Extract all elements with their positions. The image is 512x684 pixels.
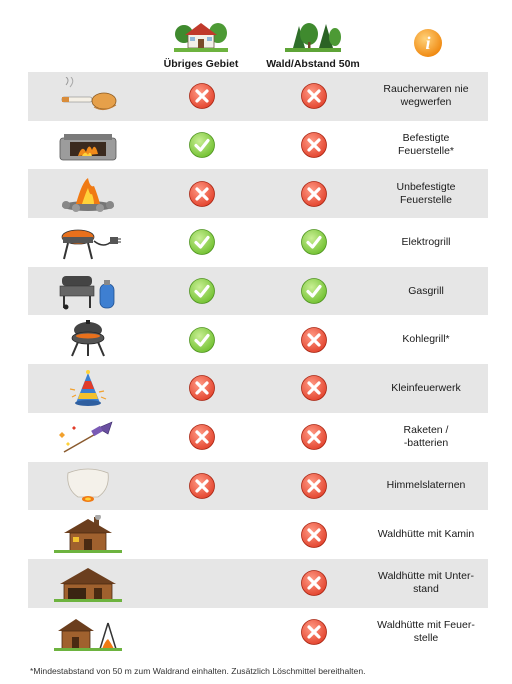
table-row xyxy=(28,510,488,559)
gas-grill-icon xyxy=(54,272,122,310)
table-row xyxy=(28,559,488,608)
svg-text:i: i xyxy=(425,33,431,53)
row-label: Kleinfeuerwerk xyxy=(391,381,461,394)
status-forest xyxy=(284,559,344,608)
row-label: Gasgrill xyxy=(408,284,444,297)
status-other-area xyxy=(172,315,232,364)
cross-icon xyxy=(300,326,328,354)
check-icon xyxy=(300,228,328,256)
row-label: Waldhütte mit Unter- stand xyxy=(378,570,474,596)
status-other-area xyxy=(172,121,232,170)
cross-icon xyxy=(188,374,216,402)
cross-icon xyxy=(300,423,328,451)
status-forest xyxy=(284,218,344,267)
cigarette-icon xyxy=(54,77,122,115)
status-forest xyxy=(284,608,344,657)
check-icon xyxy=(300,277,328,305)
hut-chimney-icon xyxy=(54,515,122,553)
check-icon xyxy=(188,131,216,159)
row-label: Himmelslaternen xyxy=(386,479,466,492)
status-other-area xyxy=(172,462,232,511)
status-forest xyxy=(284,169,344,218)
check-icon xyxy=(188,277,216,305)
cross-icon xyxy=(300,618,328,646)
cross-icon xyxy=(188,472,216,500)
cross-icon xyxy=(188,180,216,208)
table-row xyxy=(28,608,488,657)
status-forest xyxy=(284,510,344,559)
status-other-area xyxy=(172,364,232,413)
status-forest xyxy=(284,72,344,121)
status-other-area xyxy=(172,72,232,121)
table-row xyxy=(28,315,488,364)
hut-fireplace-icon xyxy=(54,613,122,651)
cross-icon xyxy=(188,423,216,451)
table-row xyxy=(28,72,488,121)
row-label: Kohlegrill* xyxy=(402,333,450,346)
status-other-area xyxy=(172,559,232,608)
row-label: Elektrogrill xyxy=(401,235,451,248)
status-forest xyxy=(284,413,344,462)
table-row xyxy=(28,218,488,267)
row-label: Befestigte Feuerstelle* xyxy=(397,132,455,158)
column-header-label: Wald/Abstand 50m xyxy=(266,58,360,70)
status-other-area xyxy=(172,169,232,218)
cross-icon xyxy=(300,82,328,110)
status-forest xyxy=(284,315,344,364)
check-icon xyxy=(188,228,216,256)
village-house-icon xyxy=(174,20,228,52)
row-label: Waldhütte mit Kamin xyxy=(377,528,475,541)
footnote: *Mindestabstand von 50 m zum Waldrand einhalten. Zusätzlich Löschmittel bereithalten. xyxy=(30,666,366,676)
table-header xyxy=(0,0,512,72)
row-label: Waldhütte mit Feuer- stelle xyxy=(377,618,475,644)
status-forest xyxy=(284,364,344,413)
electric-grill-icon xyxy=(54,223,122,261)
column-header-info xyxy=(398,0,458,72)
cross-icon xyxy=(300,569,328,597)
status-other-area xyxy=(172,608,232,657)
check-icon xyxy=(188,326,216,354)
table-row xyxy=(28,364,488,413)
cross-icon xyxy=(300,131,328,159)
charcoal-grill-icon xyxy=(54,320,122,358)
rules-table xyxy=(28,72,488,656)
status-other-area xyxy=(172,510,232,559)
firework-cone-icon xyxy=(54,369,122,407)
forest-icon xyxy=(285,20,341,52)
rocket-icon xyxy=(54,418,122,456)
column-header-forest xyxy=(258,0,368,72)
info-icon xyxy=(413,28,443,58)
status-forest xyxy=(284,121,344,170)
cross-icon xyxy=(300,180,328,208)
table-row xyxy=(28,413,488,462)
table-row xyxy=(28,267,488,316)
sky-lantern-icon xyxy=(54,467,122,505)
column-header-label: Übriges Gebiet xyxy=(163,58,239,70)
status-forest xyxy=(284,462,344,511)
fixed-fireplace-icon xyxy=(54,126,122,164)
table-row xyxy=(28,169,488,218)
hut-shelter-icon xyxy=(54,564,122,602)
table-row xyxy=(28,121,488,170)
status-other-area xyxy=(172,218,232,267)
cross-icon xyxy=(300,472,328,500)
table-row xyxy=(28,462,488,511)
cross-icon xyxy=(188,82,216,110)
status-other-area xyxy=(172,413,232,462)
cross-icon xyxy=(300,521,328,549)
row-label: Raketen / -batterien xyxy=(403,424,449,450)
campfire-icon xyxy=(54,174,122,212)
row-label: Unbefestigte Feuerstelle xyxy=(396,180,456,206)
cross-icon xyxy=(300,374,328,402)
row-label: Raucherwaren nie wegwerfen xyxy=(383,83,469,109)
column-header-other-area xyxy=(148,0,254,72)
status-other-area xyxy=(172,267,232,316)
status-forest xyxy=(284,267,344,316)
